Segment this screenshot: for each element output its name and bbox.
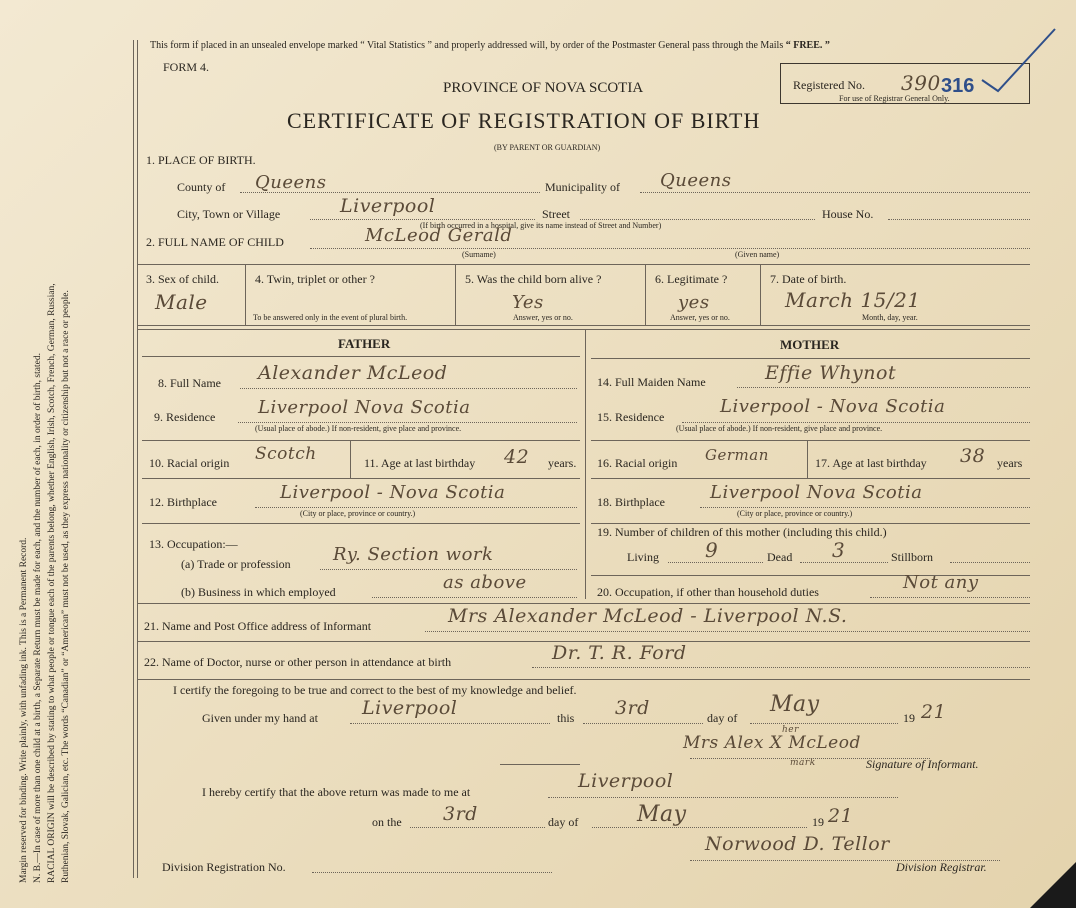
divider	[807, 440, 808, 478]
page-title: CERTIFICATE OF REGISTRATION OF BIRTH	[287, 108, 761, 133]
year-prefix: 19	[903, 711, 915, 725]
certify-year-value: 21	[921, 701, 947, 723]
given-under-label: Given under my hand at	[202, 711, 318, 725]
rule	[142, 356, 580, 357]
registered-number: 390	[901, 71, 941, 95]
father-racial-label: 10. Racial origin	[149, 456, 230, 470]
margin-note: RACIAL ORIGIN will be described by stating to what people or tongue each of the parents belong, whether English, Irish, Scotch, French, German, Russian,	[47, 283, 57, 883]
county-label: County of	[177, 180, 226, 194]
father-residence-value: Liverpool Nova Scotia	[258, 397, 471, 418]
rule	[142, 523, 580, 524]
father-heading: FATHER	[338, 336, 391, 351]
registrar-month-value: May	[637, 802, 687, 827]
living-label: Living	[627, 550, 659, 564]
city-value: Liverpool	[340, 195, 436, 217]
rule	[138, 325, 1030, 326]
county-value: Queens	[255, 172, 327, 193]
given-place-value: Liverpool	[362, 697, 458, 719]
informant-label: 21. Name and Post Office address of Informant	[144, 619, 372, 633]
registrar-year-prefix: 19	[812, 815, 824, 829]
divider	[645, 264, 646, 325]
margin-note: N. B.—In case of more than one child at a birth, a Separate Return must be made for each, and the number of each, in order of birth, stated.	[33, 353, 43, 883]
registrar-day-line	[410, 827, 545, 828]
mother-name-label: 14. Full Maiden Name	[597, 375, 706, 389]
legitimate-note: Answer, yes or no.	[670, 313, 730, 322]
registered-label: Registered No.	[793, 78, 865, 92]
mother-birthplace-value: Liverpool Nova Scotia	[710, 482, 923, 503]
mother-occupation-label: 20. Occupation, if other than household duties	[597, 585, 819, 599]
trade-line	[320, 569, 577, 570]
father-birthplace-label: 12. Birthplace	[149, 495, 217, 509]
municipality-label: Municipality of	[545, 180, 620, 194]
business-value: as above	[443, 572, 527, 593]
father-age-label: 11. Age at last birthday	[364, 456, 476, 470]
rule	[138, 329, 1030, 330]
sex-label: 3. Sex of child.	[146, 272, 219, 286]
mail-notice: This form if placed in an unsealed envelope marked “ Vital Statistics ” and properly addressed will, by order of the Postmaster General pass through the Mails “ FREE. ”	[150, 40, 830, 51]
divider	[760, 264, 761, 325]
registrar-note: For use of Registrar General Only.	[839, 94, 950, 103]
divider	[455, 264, 456, 325]
doctor-line	[532, 667, 1030, 668]
house-line	[888, 219, 1030, 220]
mother-name-value: Effie Whynot	[765, 362, 897, 384]
alive-value: Yes	[512, 292, 544, 313]
mother-name-line	[737, 387, 1030, 388]
rule	[591, 523, 1030, 524]
page-corner	[1030, 862, 1076, 908]
check-mark-icon	[980, 25, 1060, 95]
month-line	[750, 723, 898, 724]
child-name-line	[310, 248, 1030, 249]
dead-line	[800, 562, 888, 563]
father-name-line	[240, 388, 577, 389]
father-name-value: Alexander McLeod	[258, 362, 448, 384]
rule	[591, 478, 1030, 479]
day-line	[583, 723, 703, 724]
alive-note: Answer, yes or no.	[513, 313, 573, 322]
informant-signature: Mrs Alex X McLeod	[683, 733, 861, 753]
mother-birthplace-line	[700, 507, 1030, 508]
given-place-line	[350, 723, 550, 724]
rule	[142, 478, 580, 479]
sex-value: Male	[155, 290, 208, 314]
trade-value: Ry. Section work	[333, 544, 494, 565]
child-name-value: McLeod Gerald	[365, 225, 513, 246]
rule	[142, 440, 580, 441]
place-section: 1. PLACE OF BIRTH.	[146, 153, 256, 167]
birth-date-label: 7. Date of birth.	[770, 272, 847, 286]
divider	[350, 440, 351, 478]
rule	[591, 358, 1030, 359]
mother-age-label: 17. Age at last birthday	[815, 456, 927, 470]
mother-birthplace-label: 18. Birthplace	[597, 495, 665, 509]
mother-residence-label: 15. Residence	[597, 410, 665, 424]
registrar-signature: Norwood D. Tellor	[705, 833, 890, 855]
mother-age-value: 38	[960, 445, 986, 467]
registered-stamp: 316	[941, 75, 975, 97]
registrar-place-value: Liverpool	[578, 770, 674, 792]
stillborn-label: Stillborn	[891, 550, 934, 564]
registrar-text: I hereby certify that the above return was made to me at	[202, 785, 471, 799]
dead-value: 3	[832, 538, 846, 562]
father-occupation-label: 13. Occupation:—	[149, 537, 238, 551]
division-registration-label: Division Registration No.	[162, 860, 286, 874]
informant-value: Mrs Alexander McLeod - Liverpool N.S.	[448, 605, 848, 627]
mother-occupation-line	[870, 597, 1030, 598]
registrar-day-value: 3rd	[443, 803, 478, 825]
parents-divider	[585, 329, 586, 599]
birth-date-note: Month, day, year.	[862, 313, 918, 322]
signature-her-note: her	[782, 725, 799, 735]
father-birthplace-value: Liverpool - Nova Scotia	[280, 482, 506, 503]
informant-line	[425, 631, 1030, 632]
registrar-month-line	[592, 827, 807, 828]
division-registration-line	[312, 872, 552, 873]
municipality-value: Queens	[660, 170, 732, 191]
rule	[138, 679, 1030, 680]
twin-note: To be answered only in the event of plural birth.	[253, 313, 408, 322]
hospital-note: (If birth occurred in a hospital, give its name instead of Street and Number)	[420, 221, 662, 230]
mother-birthplace-note: (City or place, province or country.)	[737, 509, 853, 518]
house-label: House No.	[822, 207, 874, 221]
doctor-value: Dr. T. R. Ford	[552, 642, 687, 664]
mother-racial-label: 16. Racial origin	[597, 456, 678, 470]
rule	[591, 440, 1030, 441]
child-name-label: 2. FULL NAME OF CHILD	[146, 235, 284, 249]
living-line	[668, 562, 763, 563]
province-heading: PROVINCE OF NOVA SCOTIA	[443, 80, 644, 96]
this-label: this	[557, 711, 575, 725]
legitimate-label: 6. Legitimate ?	[655, 272, 728, 286]
dead-label: Dead	[767, 550, 793, 564]
given-name-note: (Given name)	[735, 250, 780, 259]
father-age-unit: years.	[548, 456, 577, 470]
certify-day-value: 3rd	[615, 697, 650, 719]
mother-residence-value: Liverpool - Nova Scotia	[720, 396, 946, 417]
birth-date-value: March 15/21	[785, 288, 921, 312]
margin-rule	[133, 40, 134, 878]
mother-heading: MOTHER	[780, 337, 840, 352]
form-number: FORM 4.	[163, 60, 210, 74]
margin-note: Ruthenian, Slovak, Galician, etc. The words “Canadian” or “American” must not be used, as they express nationality or citizenship but not a race or people.	[61, 290, 71, 883]
legitimate-value: yes	[678, 292, 710, 313]
father-age-value: 42	[504, 446, 530, 468]
margin-rule	[137, 40, 138, 878]
certify-text: I certify the foregoing to be true and correct to the best of my knowledge and belief.	[173, 683, 577, 697]
twin-label: 4. Twin, triplet or other ?	[255, 272, 375, 286]
page-subtitle: (BY PARENT OR GUARDIAN)	[494, 143, 601, 152]
day-of-label: day of	[707, 711, 738, 725]
signature-mark-note: mark	[790, 758, 816, 768]
stillborn-line	[950, 562, 1030, 563]
signature-label: Signature of Informant.	[866, 757, 979, 771]
registrar-day-of-label: day of	[548, 815, 579, 829]
rule	[138, 264, 1030, 265]
trade-label: (a) Trade or profession	[181, 557, 291, 571]
margin-notes	[17, 33, 73, 883]
father-residence-line	[238, 422, 577, 423]
father-name-label: 8. Full Name	[158, 376, 221, 390]
children-count-label: 19. Number of children of this mother (including this child.)	[597, 525, 887, 539]
mother-residence-line	[682, 422, 1030, 423]
mother-age-unit: years	[997, 456, 1023, 470]
city-label: City, Town or Village	[177, 207, 281, 221]
divider	[245, 264, 246, 325]
rule	[500, 764, 580, 765]
father-birthplace-line	[255, 507, 577, 508]
business-line	[372, 597, 577, 598]
mother-racial-value: German	[705, 446, 769, 464]
street-label: Street	[542, 207, 570, 221]
street-line	[580, 219, 815, 220]
father-racial-value: Scotch	[255, 444, 317, 464]
margin-note: Margin reserved for binding. Write plainly, with unfading ink. This is a Permanent Record.	[19, 537, 29, 883]
alive-label: 5. Was the child born alive ?	[465, 272, 602, 286]
division-registrar-label: Division Registrar.	[896, 860, 987, 874]
surname-note: (Surname)	[462, 250, 496, 259]
mother-occupation-value: Not any	[903, 572, 979, 593]
certify-month-value: May	[770, 692, 820, 717]
living-value: 9	[705, 538, 719, 562]
registrar-year-value: 21	[828, 805, 854, 827]
registrar-place-line	[548, 797, 898, 798]
municipality-line	[640, 192, 1030, 193]
doctor-label: 22. Name of Doctor, nurse or other person in attendance at birth	[144, 655, 452, 669]
business-label: (b) Business in which employed	[181, 585, 336, 599]
on-the-label: on the	[372, 815, 402, 829]
rule	[138, 603, 1030, 604]
mother-residence-note: (Usual place of abode.) If non-resident, give place and province.	[676, 424, 883, 433]
father-birthplace-note: (City or place, province or country.)	[300, 509, 416, 518]
father-residence-note: (Usual place of abode.) If non-resident, give place and province.	[255, 424, 462, 433]
city-line	[310, 219, 535, 220]
father-residence-label: 9. Residence	[154, 410, 216, 424]
